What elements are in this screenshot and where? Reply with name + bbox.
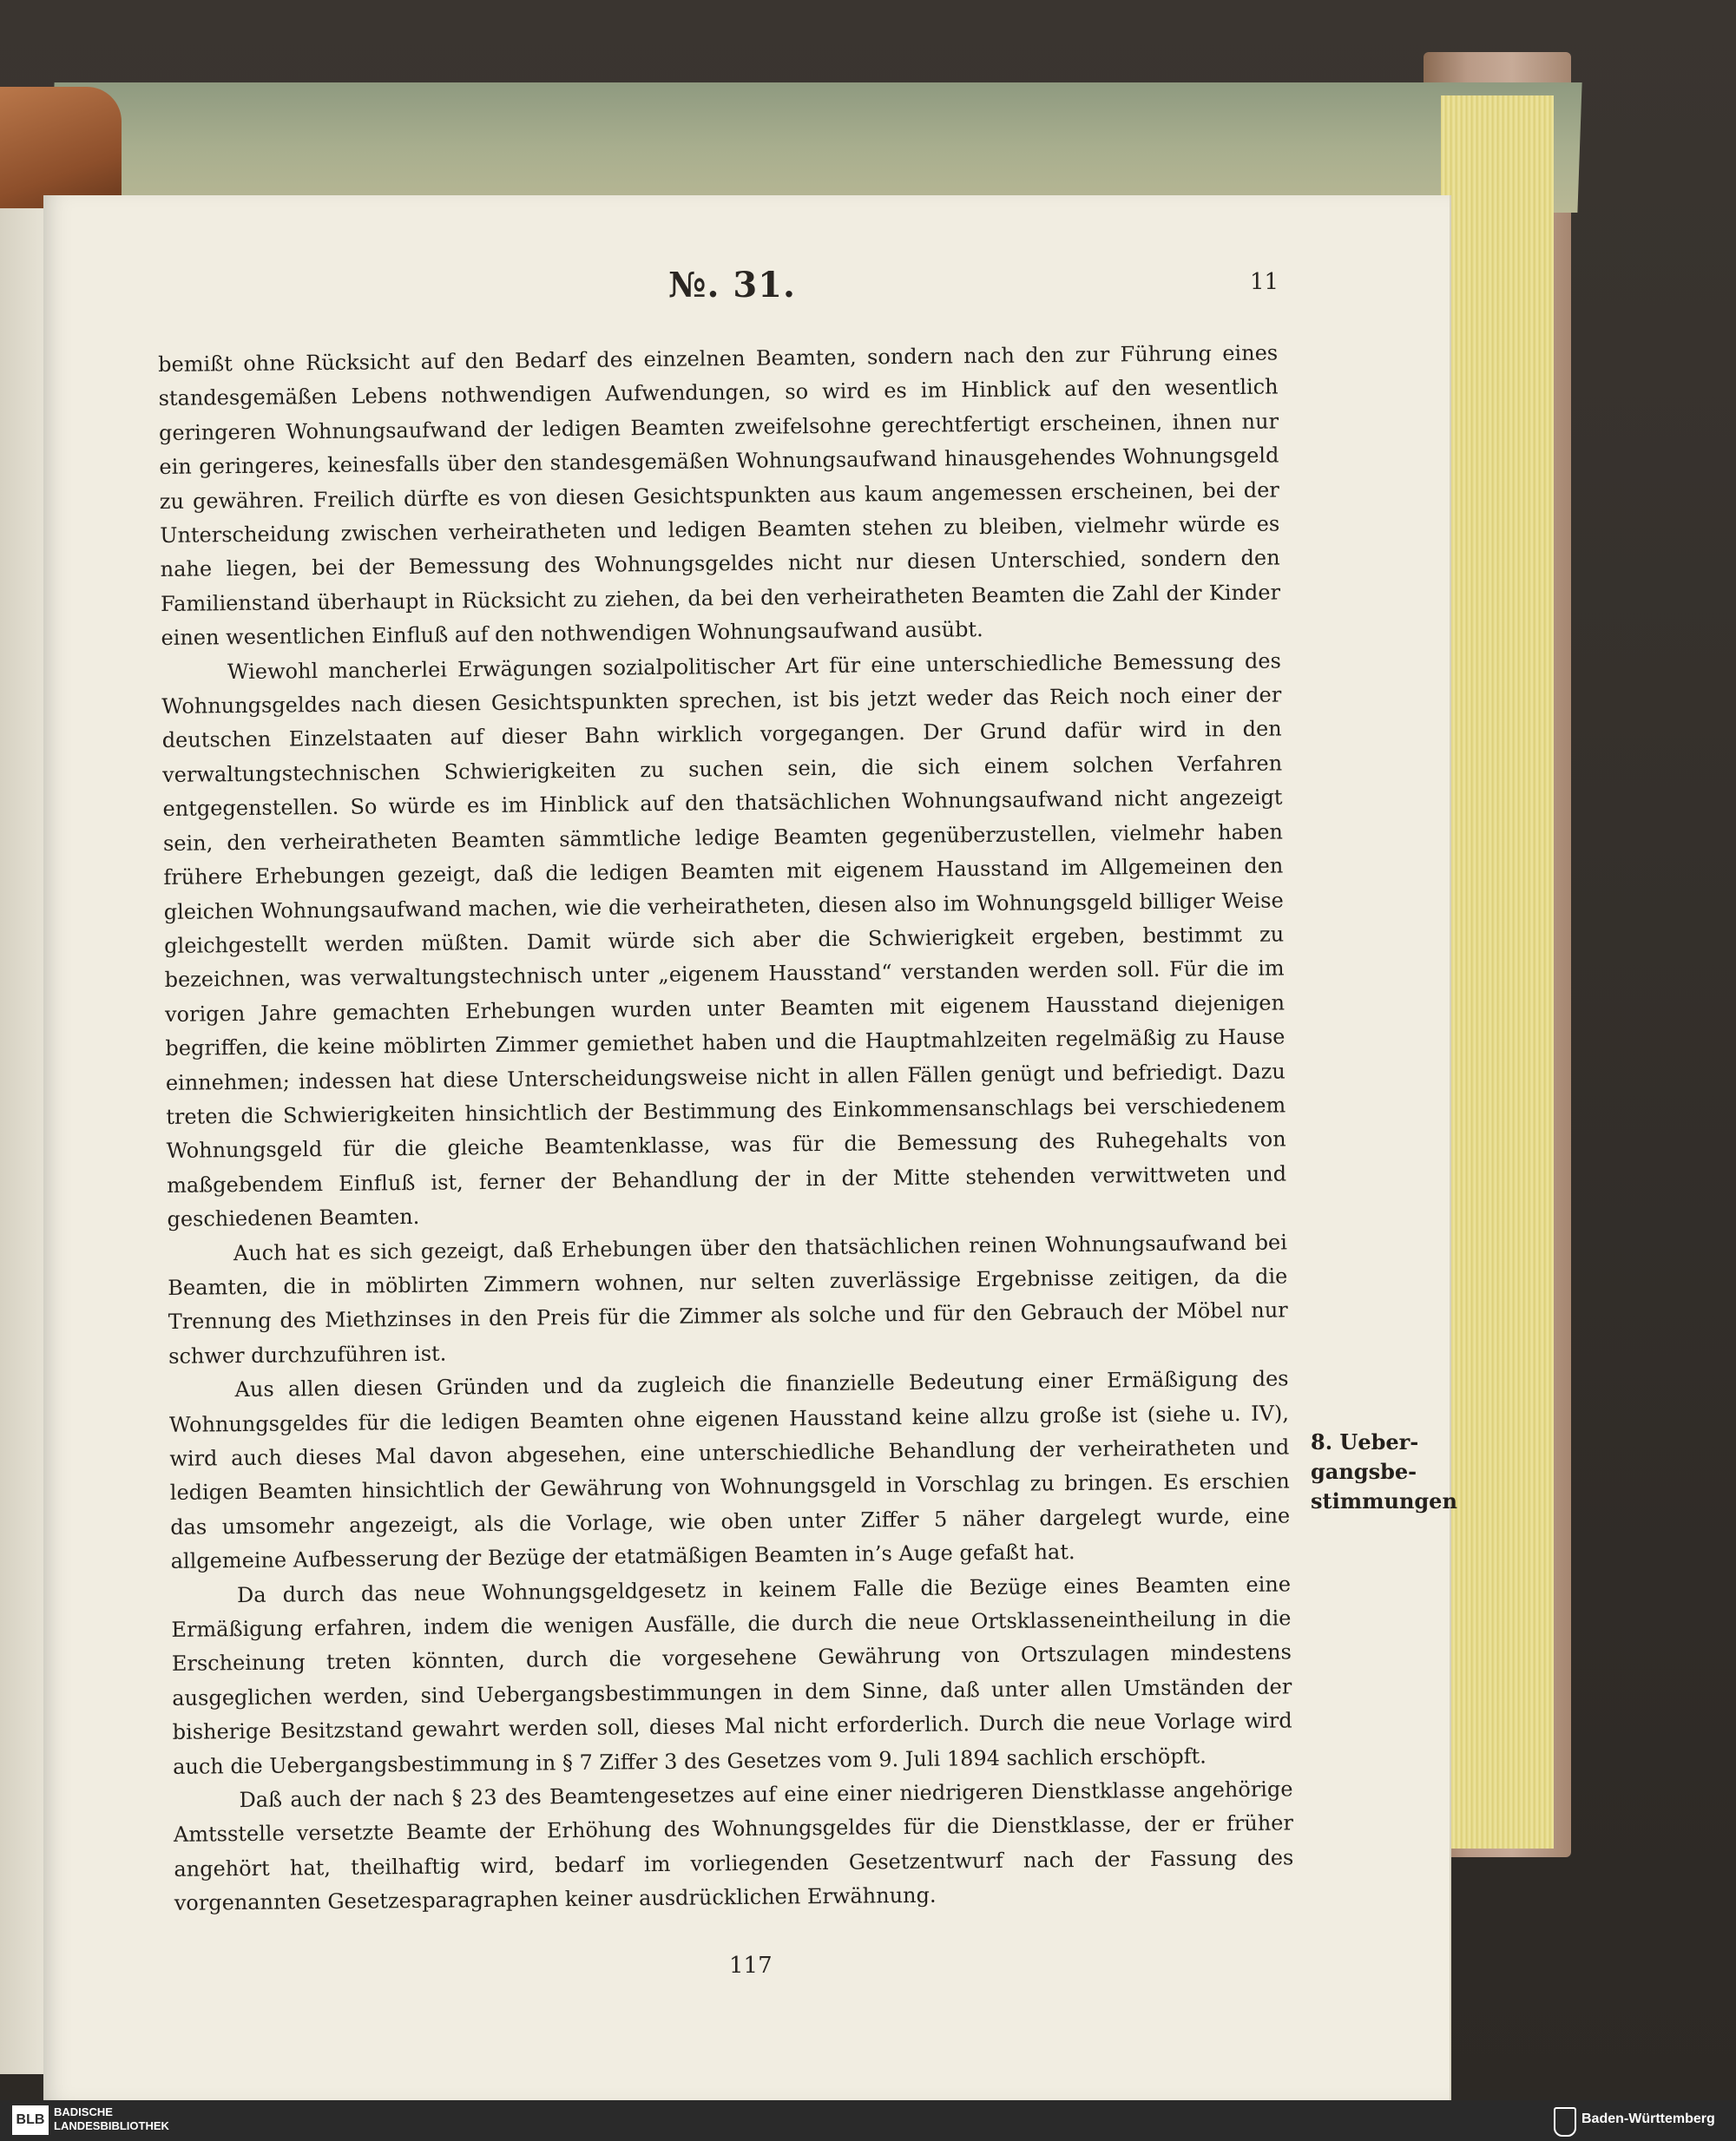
state-name[interactable]: Baden-Württemberg bbox=[1581, 2111, 1715, 2126]
blb-logo[interactable]: BLB bbox=[12, 2105, 49, 2135]
margin-note-line: 8. Ueber- bbox=[1311, 1429, 1419, 1455]
document-page bbox=[43, 195, 1457, 2100]
library-name-line: LANDESBIBLIOTHEK bbox=[54, 2119, 169, 2132]
library-name-line: BADISCHE bbox=[54, 2105, 113, 2118]
paragraph: Aus allen diesen Gründen und da zugleich die finanzielle Bedeutung einer Ermäßigung des Wohnungsgeldes für die ledigen Beamten ohne eigenen Hausstand keine allzu große ist (siehe u. IV), wird auch dieses Mal davon abgesehen, eine unterschiedliche Behandlung der verheiratheten und ledigen Beamten hinsichtlich der Gewährung von Wohnungsgeld in Vorschlag zu bringen. Es erschien das umsomehr angezeigt, als die Vorlage, wie oben unter Ziffer 5 näher dargelegt wurde, eine allgemeine Aufbesserung der Bezüge der etatmäßigen Beamten in’s Auge gefaßt hat. bbox=[168, 1366, 1291, 1574]
body-text bbox=[158, 336, 1294, 1921]
book-page-edges-top bbox=[49, 82, 1581, 213]
paragraph: Wiewohl mancherlei Erwägungen sozialpolitischer Art für eine unterschiedliche Bemessung des Wohnungsgeldes nach diesen Gesichtspunkten sprechen, ist bis jetzt weder das Reich noch einer der deutschen Einzelstaaten auf dieser Bahn wirklich vorgegangen. Der Grund dafür wird in den verwaltungstechnischen Schwierigkeiten zu suchen sein, die sich einem solchen Verfahren entgegenstellen. So würde es im Hinblick auf den thatsächlichen Wohnungsaufwand nicht angezeigt sein, den verheiratheten Beamten sämmtliche ledige Beamten gegenüberzustellen, vielmehr haben frühere Erhebungen gezeigt, daß die ledigen Beamten mit eigenem Hausstand im Allgemeinen den gleichen Wohnungsaufwand machen, wie die verheiratheten, diesen also im Wohnungsgeld billiger Weise gleichgestellt werden müßten. Damit würde sich aber die Schwierigkeit ergeben, bestimmt zu bezeichnen, was verwaltungstechnisch unter „eigenem Hausstand“ verstanden werden soll. Für die im vorigen Jahre gemachten Erhebungen wurden unter Beamten mit eigenem Hausstand diejenigen begriffen, die keine möblirten Zimmer gemiethet haben und die Hauptmahlzeiten regelmäßig zu Hause einnehmen; indessen hat diese Unterscheidungsweise nicht in allen Fällen genügt und befriedigt. Dazu treten die Schwierigkeiten hinsichtlich der Bestimmung des Einkommensanschlags bei verschiedenem Wohnungsgeld für die gleiche Beamtenklasse, was für die Bemessung des Ruhegehalts von maßgebendem Einfluß ist, ferner der Behandlung der in der Mitte stehenden verwittweten und geschiedenen Beamten. bbox=[161, 648, 1287, 1232]
paragraph: Auch hat es sich gezeigt, daß Erhebungen über den thatsächlichen reinen Wohnungsaufwand bei Beamten, die in möblirten Zimmern wohnen, nur selten zuverlässige Ergebnisse zeitigen, da die Trennung des Miethzinses in den Preis für die Zimmer als solche und für den Gebrauch der Möbel nur schwer durchzuführen ist. bbox=[168, 1229, 1288, 1369]
footer-page-number: 117 bbox=[729, 1953, 773, 1979]
viewer-footer bbox=[0, 2100, 1736, 2141]
book-page-edges-right bbox=[1441, 95, 1554, 1849]
page-number: 11 bbox=[1250, 269, 1279, 295]
library-name bbox=[54, 2105, 169, 2133]
paragraph: Daß auch der nach § 23 des Beamtengesetzes auf eine einer niedrigeren Dienstklasse angehörige Amtsstelle versetzte Beamte der Erhöhung des Wohnungsgeldes für die Dienstklasse, der er früher angehört hat, theilhaftig wird, bedarf im vorliegenden Gesetzentwurf nach der Fassung des vorgenannten Gesetzesparagraphen keiner ausdrücklichen Erwähnung. bbox=[173, 1777, 1294, 1916]
document-number-heading: №. 31. bbox=[668, 265, 796, 305]
margin-note-line: gangsbe- bbox=[1311, 1459, 1417, 1484]
paragraph: Da durch das neue Wohnungsgeldgesetz in keinem Falle die Bezüge eines Beamten eine Ermäßigung erfahren, indem die wenigen Ausfälle, die durch die neue Ortsklasseneintheilung in die Erscheinung treten könnten, durch die vorgesehene Gewährung von Ortszulagen mindestens ausgeglichen werden, sind Uebergangsbestimmungen in dem Sinne, daß unter allen Umständen der bisherige Besitzstand gewahrt werden soll, dieses Mal nicht erforderlich. Durch die neue Vorlage wird auch die Uebergangsbestimmung in § 7 Ziffer 3 des Gesetzes vom 9. Juli 1894 sachlich erschöpft. bbox=[171, 1572, 1292, 1779]
margin-note-line: stimmungen bbox=[1311, 1488, 1457, 1514]
paragraph: bemißt ohne Rücksicht auf den Bedarf des einzelnen Beamten, sondern nach den zur Führung eines standesgemäßen Lebens nothwendigen Aufwendungen, so wird es im Hinblick auf den wesentlich geringeren Wohnungsaufwand der ledigen Beamten zweifelsohne gerechtfertigt erscheinen, ihnen nur ein geringeres, keinesfalls über den standesgemäßen Wohnungsaufwand hinausgehendes Wohnungsgeld zu gewähren. Freilich dürfte es von diesen Gesichtspunkten aus kaum angemessen erscheinen, bei der Unterscheidung zwischen verheiratheten und ledigen Beamten stehen zu bleiben, vielmehr würde es nahe liegen, bei der Bemessung des Wohnungsgeldes nicht nur diesen Unterschied, sondern den Familienstand überhaupt in Rücksicht zu ziehen, da bei den verheiratheten Beamten die Zahl der Kinder einen wesentlichen Einfluß auf den nothwendigen Wohnungsaufwand ausübt. bbox=[158, 340, 1281, 651]
margin-note bbox=[1302, 1428, 1458, 1516]
coat-of-arms-icon bbox=[1554, 2107, 1576, 2137]
